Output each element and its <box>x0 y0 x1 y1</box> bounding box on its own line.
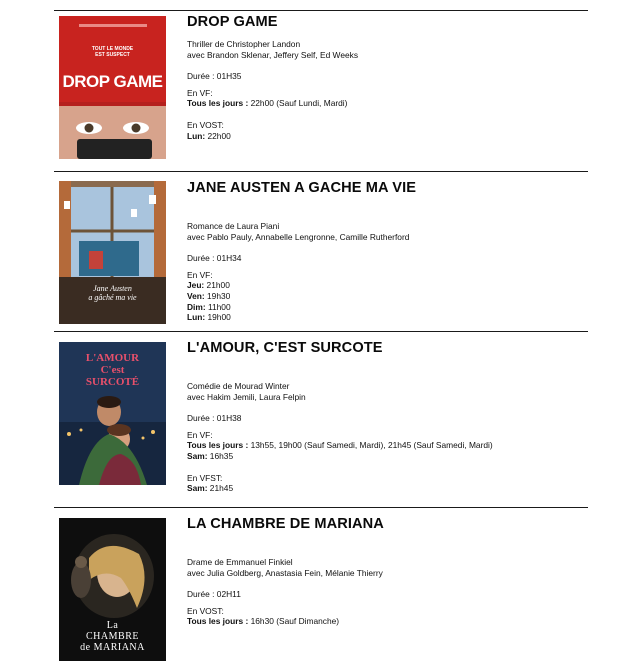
cast-line: avec Brandon Sklenar, Jeffery Self, Ed Weeks <box>187 49 359 60</box>
version-label: En VFST: <box>187 472 223 483</box>
showtime-times: 13h55, 19h00 (Sauf Samedi, Mardi), 21h45 (Sauf Samedi, Mardi) <box>248 440 493 451</box>
showtime-times: 16h30 (Sauf Dimanche) <box>248 616 340 627</box>
poster-drop-game-title: DROP GAME <box>62 72 163 91</box>
showtime-day: Tous les jours : <box>187 616 249 627</box>
showtime-row <box>187 98 587 109</box>
showtime-times: 22h00 <box>205 130 231 141</box>
showtime-row <box>187 280 587 291</box>
separator-1 <box>54 171 588 172</box>
duration: Durée : 01H34 <box>187 253 242 264</box>
showtime-times: 21h45 <box>207 483 234 494</box>
showtime-day: Ven: <box>187 290 205 301</box>
showtime-day: Jeu: <box>187 280 205 291</box>
duration: Durée : 01H38 <box>187 413 242 424</box>
version-label: En VF: <box>187 429 213 440</box>
film-chambre-mariana <box>187 516 587 627</box>
cast-line: avec Julia Goldberg, Anastasia Fein, Mélanie Thierry <box>187 567 383 578</box>
showtime-times: 21h00 <box>204 280 230 291</box>
separator-3 <box>54 507 588 508</box>
showtime-row <box>187 302 587 313</box>
poster-jane-austen[interactable] <box>59 181 166 324</box>
film-title[interactable]: L'AMOUR, C'EST SURCOTE <box>187 340 383 356</box>
showtime-times: 19h30 <box>204 290 231 301</box>
genre-line: Drame de Emmanuel Finkiel <box>187 557 293 567</box>
poster-drop-game[interactable] <box>59 16 166 159</box>
version-label: En VOST: <box>187 605 224 616</box>
showtime-times: 22h00 (Sauf Lundi, Mardi) <box>248 98 348 109</box>
showtime-row <box>187 312 587 323</box>
separator-top <box>54 10 588 11</box>
showtime-row <box>187 131 587 142</box>
showtime-day: Sam: <box>187 483 208 494</box>
poster-amour-surcote-title: L'AMOUR C'est SURCOTÉ <box>85 352 140 388</box>
showtime-row <box>187 616 587 627</box>
version-label: En VF: <box>187 87 213 98</box>
showtime-day: Sam: <box>187 450 208 461</box>
version-label: En VOST: <box>187 119 224 130</box>
showtime-row <box>187 291 587 302</box>
cast-line: avec Pablo Pauly, Annabelle Lengronne, Camille Rutherford <box>187 231 410 242</box>
showtime-day: Tous les jours : <box>187 440 249 451</box>
genre-line: Romance de Laura Piani <box>187 221 280 231</box>
showtime-day: Lun: <box>187 130 206 141</box>
poster-amour-surcote[interactable] <box>59 342 166 485</box>
showtime-row <box>187 451 587 462</box>
film-amour-surcote <box>187 340 587 494</box>
poster-drop-game-tagline: TOUT LE MONDE EST SUSPECT <box>91 46 134 58</box>
showtime-day: Lun: <box>187 312 206 323</box>
genre-line: Thriller de Christopher Landon <box>187 39 301 49</box>
poster-jane-austen-art <box>59 181 166 324</box>
showtime-row <box>187 440 587 451</box>
cast-line: avec Hakim Jemili, Laura Felpin <box>187 391 306 402</box>
film-jane-austen <box>187 180 587 323</box>
poster-chambre-mariana-title: La CHAMBRE de MARIANA <box>80 620 145 653</box>
film-title[interactable]: DROP GAME <box>187 14 278 30</box>
duration: Durée : 02H11 <box>187 589 241 600</box>
film-title[interactable]: LA CHAMBRE DE MARIANA <box>187 516 384 532</box>
poster-chambre-mariana[interactable] <box>59 518 166 661</box>
showtime-times: 19h00 <box>205 312 231 323</box>
film-title[interactable]: JANE AUSTEN A GACHE MA VIE <box>187 180 417 196</box>
genre-line: Comédie de Mourad Winter <box>187 381 290 391</box>
showtime-day: Dim: <box>187 301 206 312</box>
showtime-day: Tous les jours : <box>187 98 249 109</box>
version-label: En VF: <box>187 269 213 280</box>
poster-jane-austen-title: Jane Austen a gâché ma vie <box>88 284 137 302</box>
showtime-times: 11h00 <box>205 301 231 312</box>
showtime-row <box>187 483 587 494</box>
duration: Durée : 01H35 <box>187 71 242 82</box>
separator-2 <box>54 331 588 332</box>
film-drop-game <box>187 14 587 141</box>
showtime-times: 16h35 <box>207 450 234 461</box>
